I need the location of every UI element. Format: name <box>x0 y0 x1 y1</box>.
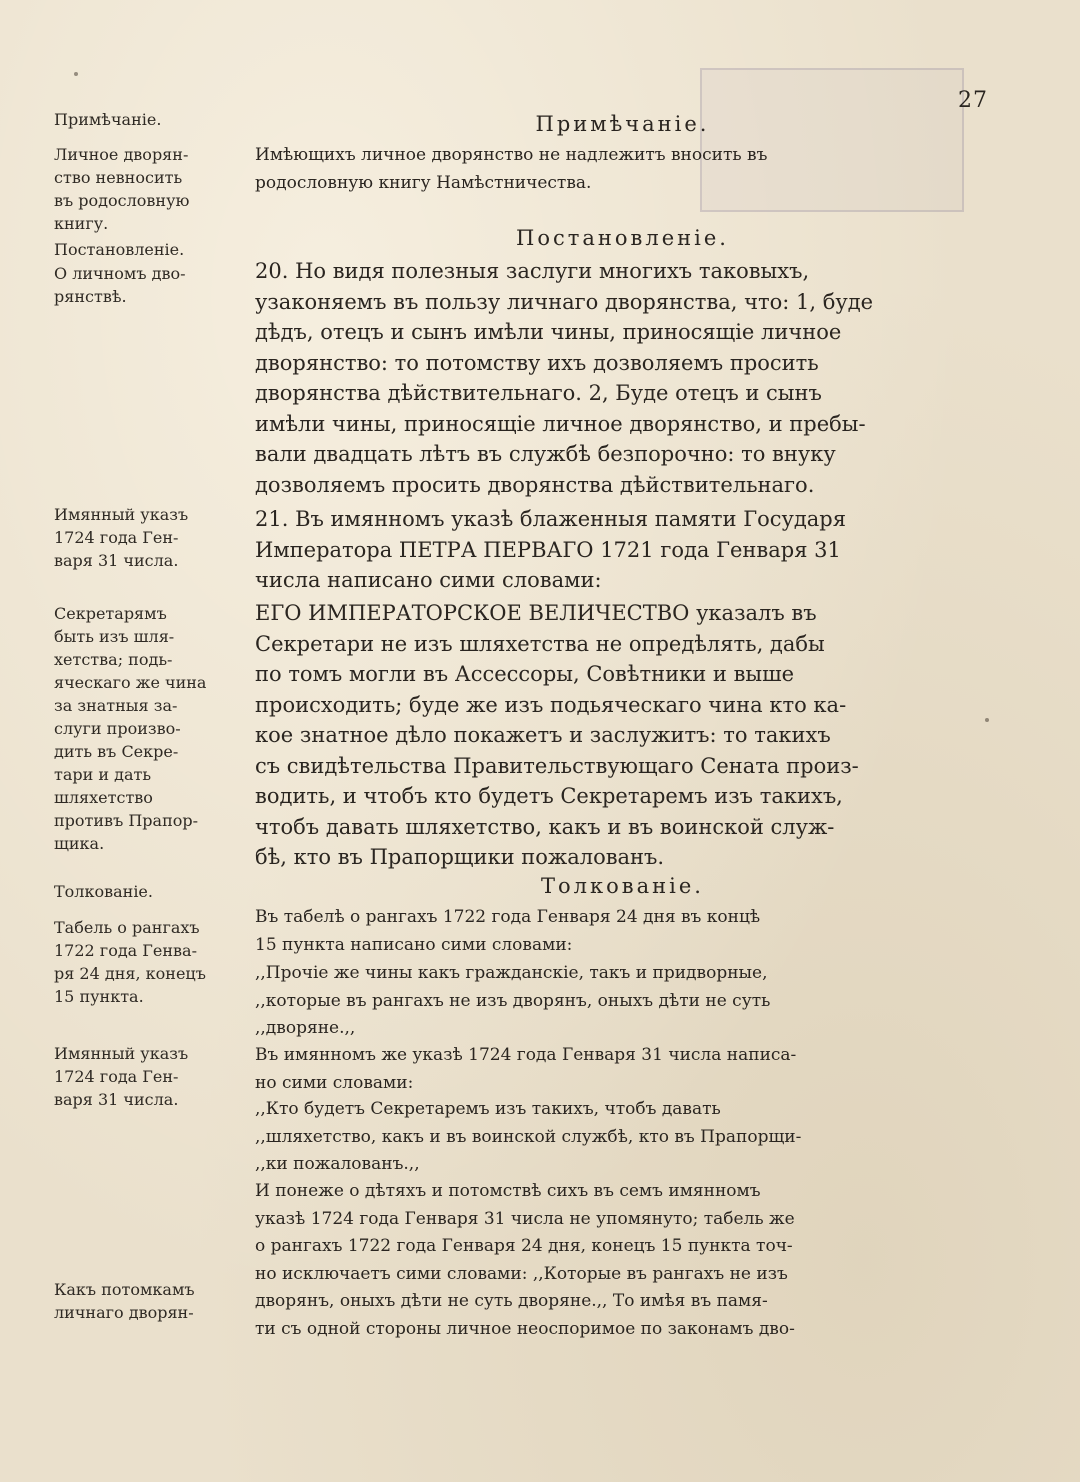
margin-note-note: Примѣчанie. <box>54 110 162 129</box>
paragraph-decree-1724: Въ имянномъ же указѣ 1724 года Генваря 31 числа написа- но сими словами: <box>255 1045 797 1093</box>
page-number: 27 <box>958 88 988 113</box>
paragraph-quote-secretary: ,,Кто будетъ Секретаремъ изъ такихъ, чтобъ давать ,,шляхетство, какъ и въ воинской службѣ, кто въ Прапорщи- ,,ки пожалованъ.,, <box>255 1099 802 1174</box>
paragraph-article-20: 20. Но видя полезныя заслуги многихъ таковыхъ, узаконяемъ въ пользу личнаго дворянства, что: 1, буде дѣдъ, отецъ и сынъ имѣли чины, приносящie личное дворянство: то потомству ихъ дозволяемъ просить дворянства дѣйствительнаго. 2, Буде отецъ и сынъ имѣли чины, приносящie личное дворянство, и пребы- вали двадцать лѣтъ въ службѣ безпорочно: то внуку дозволяемъ просить дворянства дѣйствительнаго. <box>255 259 874 497</box>
paragraph-note: Имѣющихъ личное дворянство не надлежитъ вносить въ родословную книгу Намѣстничества. <box>255 145 768 193</box>
paragraph-imperial-decree: ЕГО ИМПЕРАТОРСКОЕ ВЕЛИЧЕСТВО указалъ въ Секретари не изъ шляхетства не опредѣлять, дабы по томъ могли въ Ассессоры, Совѣтники и выше происходить; буде же изъ подьяческаго чина кто ка- кое знатное дѣло покажетъ и заслужитъ: то такихъ съ свидѣтельства Правительствующаго Сената произ- водить, и чтобъ кто будетъ Секретаремъ изъ такихъ, чтобъ давать шляхетство, какъ и въ воинской служ- бѣ, кто въ Прапорщики пожалованъ. <box>255 601 859 869</box>
paragraph-article-21: 21. Въ имянномъ указѣ блаженныя памяти Государя Императора ПЕТРА ПЕРВАГО 1721 года Генваря 31 числа написано сими словами: <box>255 507 846 592</box>
heading-note: Примѣчанie. <box>535 112 710 136</box>
margin-note-resolution: Постановленie. <box>54 240 185 259</box>
margin-note-secretaries: Секретарямъ быть изъ шля- хетства; подь- яческаго же чина за знатныя за- слуги произво- дить въ Секре- тари и дать шляхетство противъ Прапор- щика. <box>54 604 207 853</box>
margin-note-descendants: Какъ потомкамъ личнаго дворян- <box>54 1280 195 1322</box>
margin-note-decree-1724-second: Имянный указъ 1724 года Ген- варя 31 числа. <box>54 1044 189 1109</box>
paragraph-quote-ranks: ,,Прочiе же чины какъ гражданскie, такъ и придворные, ,,которые въ рангахъ не изъ дворянъ, оныхъ дѣти не суть ,,дворяне.,, <box>255 963 771 1038</box>
heading-interpretation: Толкованie. <box>541 874 704 898</box>
heading-resolution: Постановленie. <box>516 226 729 250</box>
margin-note-table-of-ranks: Табель о рангахъ 1722 года Генва- ря 24 дня, конецъ 15 пункта. <box>54 918 206 1006</box>
paragraph-table-of-ranks: Въ табелѣ о рангахъ 1722 года Генваря 24 дня въ концѣ 15 пункта написано сими словами: <box>255 907 761 955</box>
margin-note-personal-nobility: О личномъ дво- рянствѣ. <box>54 264 186 306</box>
paragraph-conclusion: И понеже о дѣтяхъ и потомствѣ сихъ въ семъ имянномъ указѣ 1724 года Генваря 31 числа не упомянуто; табель же о рангахъ 1722 года Генваря 24 дня, конецъ 15 пункта точ- но исключаетъ сими словами: ,,Которые въ рангахъ не изъ дворянъ, оныхъ дѣти не суть дворяне.,, То имѣя въ памя- ти съ одной стороны личное неоспоримое по законамъ дво- <box>255 1181 795 1339</box>
margin-note-interpretation: Толкованie. <box>54 882 153 901</box>
margin-note-decree-1724: Имянный указъ 1724 года Ген- варя 31 числа. <box>54 505 189 570</box>
ink-speck <box>74 72 78 76</box>
margin-note-personal-nobility-book: Личное дворян- ство невносить въ родословную книгу. <box>54 145 190 233</box>
